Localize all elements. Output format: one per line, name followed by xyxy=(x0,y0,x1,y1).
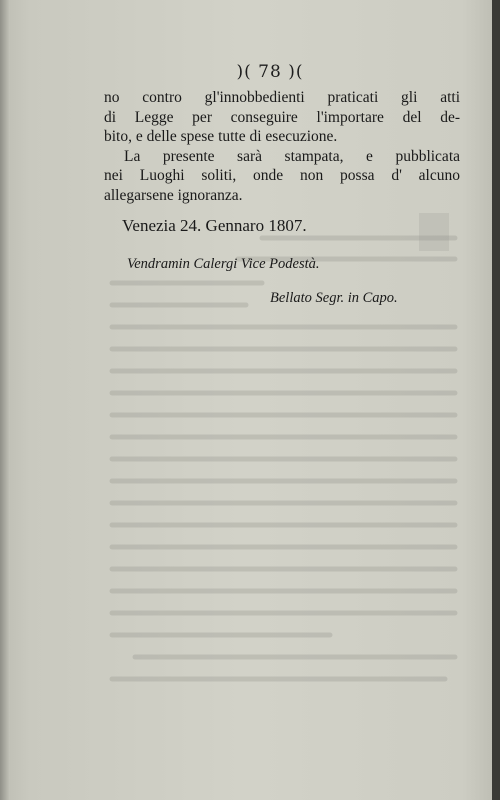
dateline: Venezia 24. Gennaro 1807. xyxy=(122,216,307,235)
paragraph-2-line-3: allegarsene ignoranza. xyxy=(104,186,243,204)
page-number: )( 78 )( xyxy=(236,62,304,82)
page-gutter-shadow xyxy=(0,0,10,800)
paragraph-1-line-2: di Legge per conseguire l'importare del de- xyxy=(104,108,460,126)
body-text xyxy=(104,88,460,205)
paragraph-1-line-3: bito, e delle spese tutte di esecuzione. xyxy=(104,128,338,145)
paragraph-1-line-1: no contro gl'innobbedienti praticati gli atti xyxy=(104,89,460,106)
paragraph-2-line-1: La presente sarà stampata, e pubblicata xyxy=(124,147,460,165)
paragraph-2-line-2: nei Luoghi soliti, onde non possa d' alcuno xyxy=(104,167,460,184)
signature-secretary: Bellato Segr. in Capo. xyxy=(270,290,398,306)
signature-vice-podesta: Vendramin Calergi Vice Podestà. xyxy=(127,256,320,272)
